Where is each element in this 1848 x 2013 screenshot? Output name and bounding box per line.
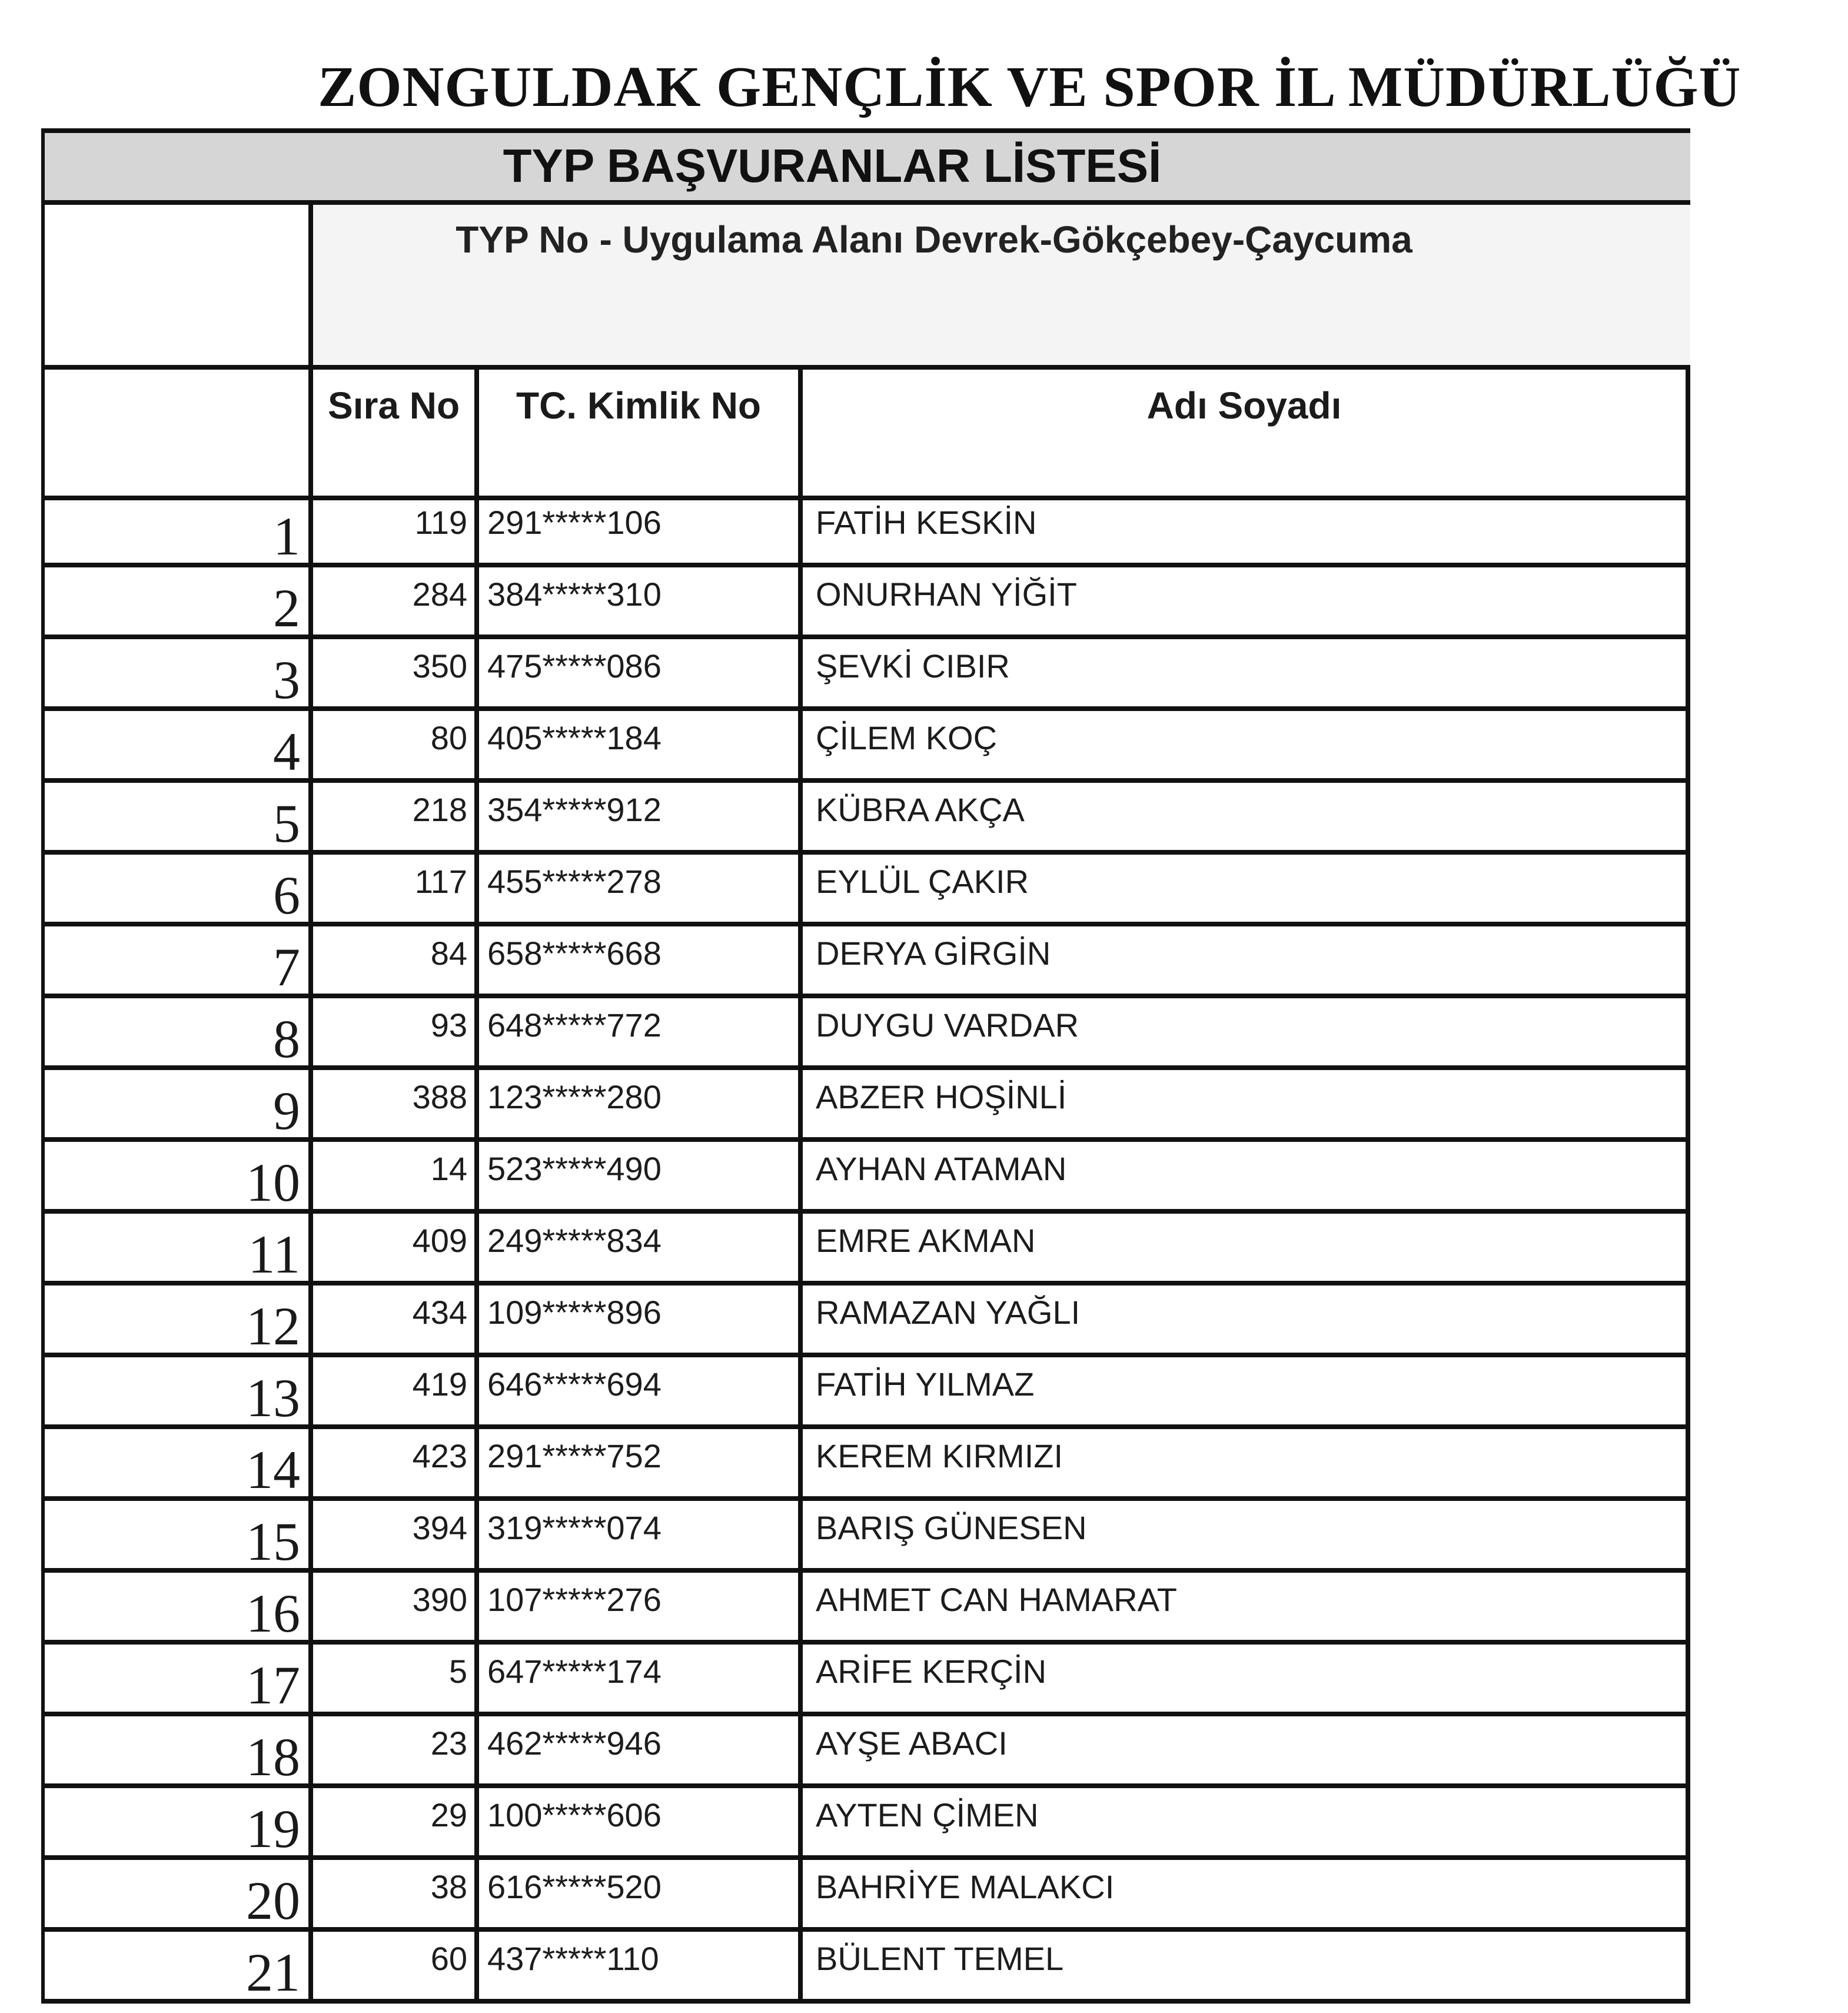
table-row	[41, 1645, 1690, 1716]
sira-no-cell: 80	[313, 711, 479, 778]
table-row	[41, 1932, 1690, 2004]
area-label: TYP No - Uygulama Alanı Devrek-Gökçebey-Çaycuma	[456, 218, 1412, 261]
sira-no-cell: 117	[313, 855, 479, 922]
tc-kimlik-cell: 291*****752	[479, 1429, 803, 1496]
row-index: 12	[41, 1285, 313, 1353]
tc-kimlik-cell: 437*****110	[479, 1932, 803, 1999]
name-cell: AHMET CAN HAMARAT	[803, 1573, 1690, 1640]
tc-kimlik-cell: 107*****276	[479, 1573, 803, 1640]
row-index: 4	[41, 711, 313, 778]
sira-no-cell: 409	[313, 1214, 479, 1281]
name-cell: DUYGU VARDAR	[803, 998, 1690, 1065]
tc-kimlik-cell: 354*****912	[479, 783, 803, 850]
tc-kimlik-cell: 658*****668	[479, 926, 803, 994]
table-row	[41, 998, 1690, 1070]
row-index: 21	[41, 1932, 313, 1999]
name-cell: RAMAZAN YAĞLI	[803, 1285, 1690, 1353]
row-index: 19	[41, 1788, 313, 1855]
sira-no-cell: 218	[313, 783, 479, 850]
tc-kimlik-cell: 462*****946	[479, 1716, 803, 1783]
name-cell: DERYA GİRGİN	[803, 926, 1690, 994]
sira-no-cell: 14	[313, 1142, 479, 1209]
sira-no-cell: 284	[313, 567, 479, 635]
tc-kimlik-cell: 109*****896	[479, 1285, 803, 1353]
name-cell: BÜLENT TEMEL	[803, 1932, 1690, 1999]
row-index: 3	[41, 639, 313, 706]
sira-no-cell: 29	[313, 1788, 479, 1855]
table-row	[41, 1573, 1690, 1645]
table-row	[41, 1429, 1690, 1501]
tc-kimlik-cell: 100*****606	[479, 1788, 803, 1855]
list-title: TYP BAŞVURANLAR LİSTESİ	[41, 128, 1690, 205]
sira-no-cell: 423	[313, 1429, 479, 1496]
name-cell: AYHAN ATAMAN	[803, 1142, 1690, 1209]
row-index: 11	[41, 1214, 313, 1281]
name-cell: FATİH YILMAZ	[803, 1357, 1690, 1424]
row-index: 1	[41, 496, 313, 563]
applicant-list-sheet	[41, 128, 1690, 2002]
row-index: 18	[41, 1716, 313, 1783]
table-row	[41, 711, 1690, 783]
row-index: 2	[41, 567, 313, 635]
table-row	[41, 1285, 1690, 1357]
sira-no-cell: 394	[313, 1501, 479, 1568]
name-cell: ABZER HOŞİNLİ	[803, 1070, 1690, 1137]
name-cell: ONURHAN YİĞİT	[803, 567, 1690, 635]
row-index: 5	[41, 783, 313, 850]
tc-kimlik-cell: 455*****278	[479, 855, 803, 922]
table-row	[41, 926, 1690, 998]
row-index: 6	[41, 855, 313, 922]
sira-no-cell: 93	[313, 998, 479, 1065]
table-row	[41, 1501, 1690, 1573]
tc-kimlik-cell: 249*****834	[479, 1214, 803, 1281]
applicant-rows	[41, 496, 1690, 2004]
name-cell: KÜBRA AKÇA	[803, 783, 1690, 850]
table-row	[41, 496, 1690, 567]
name-cell: BARIŞ GÜNESEN	[803, 1501, 1690, 1568]
sira-no-cell: 5	[313, 1645, 479, 1712]
column-header-tc-kimlik-no: TC. Kimlik No	[479, 370, 803, 500]
table-row	[41, 1860, 1690, 1932]
sira-no-cell: 434	[313, 1285, 479, 1353]
table-row	[41, 567, 1690, 639]
sira-no-cell: 84	[313, 926, 479, 994]
sira-no-cell: 60	[313, 1932, 479, 1999]
table-row	[41, 1214, 1690, 1285]
page-heading: ZONGULDAK GENÇLİK VE SPOR İL MÜDÜRLÜĞÜ	[318, 55, 1741, 119]
tc-kimlik-cell: 123*****280	[479, 1070, 803, 1137]
tc-kimlik-cell: 475*****086	[479, 639, 803, 706]
table-row	[41, 1142, 1690, 1214]
area-cell	[313, 205, 1690, 370]
name-cell: ŞEVKİ CIBIR	[803, 639, 1690, 706]
row-index: 17	[41, 1645, 313, 1712]
name-cell: AYTEN ÇİMEN	[803, 1788, 1690, 1855]
name-cell: KEREM KIRMIZI	[803, 1429, 1690, 1496]
tc-kimlik-cell: 384*****310	[479, 567, 803, 635]
name-cell: BAHRİYE MALAKCI	[803, 1860, 1690, 1927]
row-index: 9	[41, 1070, 313, 1137]
tc-kimlik-cell: 647*****174	[479, 1645, 803, 1712]
tc-kimlik-cell: 648*****772	[479, 998, 803, 1065]
sira-no-cell: 419	[313, 1357, 479, 1424]
tc-kimlik-cell: 523*****490	[479, 1142, 803, 1209]
sira-no-cell: 388	[313, 1070, 479, 1137]
tc-kimlik-cell: 405*****184	[479, 711, 803, 778]
tc-kimlik-cell: 646*****694	[479, 1357, 803, 1424]
name-cell: ÇİLEM KOÇ	[803, 711, 1690, 778]
table-row	[41, 783, 1690, 855]
table-row	[41, 1788, 1690, 1860]
name-cell: ARİFE KERÇİN	[803, 1645, 1690, 1712]
table-row	[41, 855, 1690, 926]
row-index: 10	[41, 1142, 313, 1209]
table-row	[41, 1716, 1690, 1788]
sira-no-cell: 23	[313, 1716, 479, 1783]
name-cell: EYLÜL ÇAKIR	[803, 855, 1690, 922]
name-cell: FATİH KESKİN	[803, 496, 1690, 563]
row-index: 15	[41, 1501, 313, 1568]
row-index: 14	[41, 1429, 313, 1496]
column-header-sira-no: Sıra No	[313, 370, 479, 500]
index-column-header	[41, 370, 313, 500]
sira-no-cell: 119	[313, 496, 479, 563]
sira-no-cell: 390	[313, 1573, 479, 1640]
table-row	[41, 1070, 1690, 1142]
name-cell: AYŞE ABACI	[803, 1716, 1690, 1783]
row-index: 8	[41, 998, 313, 1065]
table-row	[41, 1357, 1690, 1429]
row-index: 20	[41, 1860, 313, 1927]
row-index: 13	[41, 1357, 313, 1424]
tc-kimlik-cell: 319*****074	[479, 1501, 803, 1568]
sira-no-cell: 38	[313, 1860, 479, 1927]
tc-kimlik-cell: 291*****106	[479, 496, 803, 563]
row-index: 16	[41, 1573, 313, 1640]
sira-no-cell: 350	[313, 639, 479, 706]
info-block	[41, 205, 1690, 500]
tc-kimlik-cell: 616*****520	[479, 1860, 803, 1927]
column-header-adi-soyadi: Adı Soyadı	[803, 370, 1690, 500]
table-row	[41, 639, 1690, 711]
name-cell: EMRE AKMAN	[803, 1214, 1690, 1281]
row-index: 7	[41, 926, 313, 994]
